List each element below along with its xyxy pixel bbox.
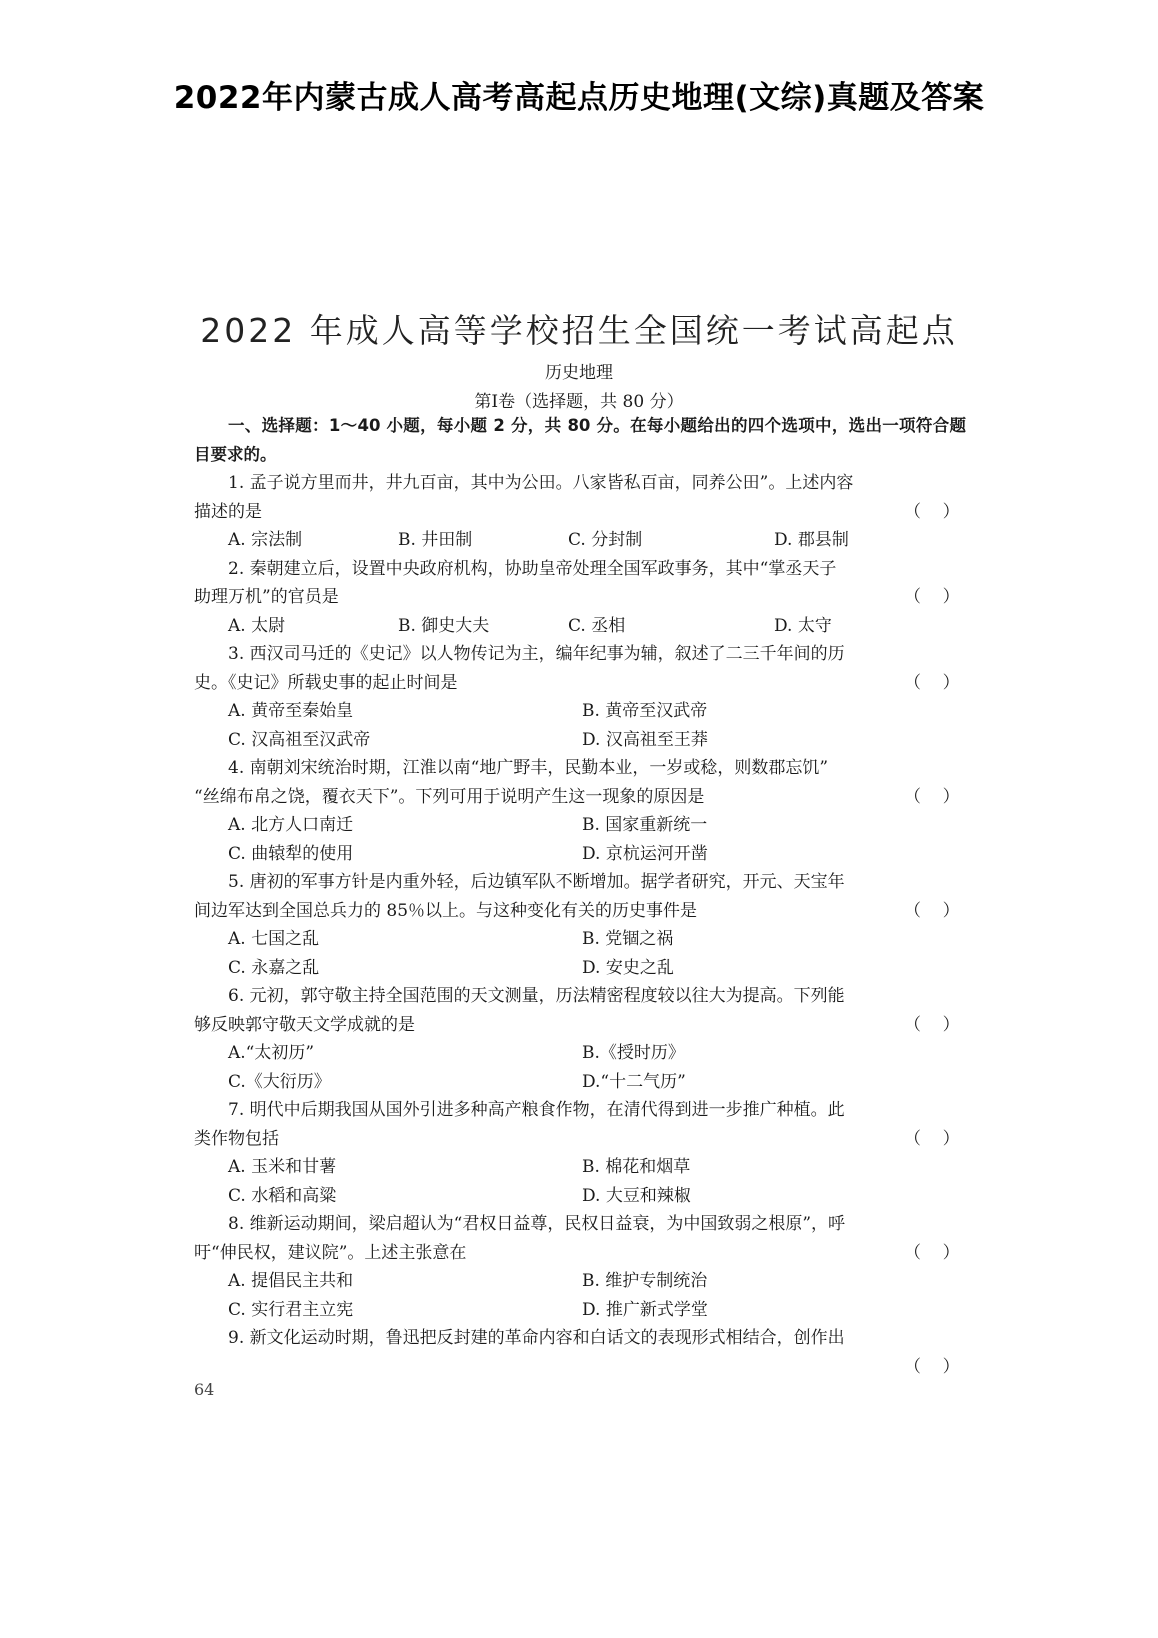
question-stem-tail: 史。《史记》所载史事的起止时间是 xyxy=(194,672,458,693)
answer-bracket: （ ） xyxy=(904,900,960,921)
question-stem: 4. 南朝刘宋统治时期，江淮以南“地广野丰，民勤本业，一岁或稔，则数郡忘饥” xyxy=(228,758,829,778)
options-grid xyxy=(194,925,966,982)
section-instruction: 一、选择题：1～40 小题，每小题 2 分，共 80 分。在每小题给出的四个选项中，选出一项符合题目要求的。 xyxy=(194,416,966,464)
question-stem: 7. 明代中后期我国从国外引进多种高产粮食作物，在清代得到进一步推广种植。此 xyxy=(228,1100,845,1120)
subject-label: 历史地理 xyxy=(545,363,613,383)
question-3 xyxy=(194,640,966,754)
question-7 xyxy=(194,1096,966,1210)
question-stem: 1. 孟子说方里而井，井九百亩，其中为公田。八家皆私百亩，同养公田”。上述内容 xyxy=(228,473,854,493)
exam-title: 2022 年成人高等学校招生全国统一考试高起点 xyxy=(200,311,958,350)
option-b: B. 国家重新统一 xyxy=(582,815,708,835)
option-c: C. 丞相 xyxy=(568,615,626,636)
options-grid xyxy=(194,1267,966,1324)
option-d: D. 太守 xyxy=(774,615,832,636)
question-stem: 9. 新文化运动时期，鲁迅把反封建的革命内容和白话文的表现形式相结合，创作出 xyxy=(228,1328,845,1348)
option-c: C. 分封制 xyxy=(568,530,643,550)
question-stem: 5. 唐初的军事方针是内重外轻，后边镇军队不断增加。据学者研究，开元、天宝年 xyxy=(228,872,845,892)
question-8 xyxy=(194,1210,966,1324)
question-stem-tail: 够反映郭守敬天文学成就的是 xyxy=(194,1014,415,1035)
answer-bracket: （ ） xyxy=(904,1242,960,1263)
question-stem: 2. 秦朝建立后，设置中央政府机构，协助皇帝处理全国军政事务，其中“掌丞天子 xyxy=(228,558,837,579)
options-grid xyxy=(194,1039,966,1096)
question-2 xyxy=(194,555,966,641)
option-a: A. 太尉 xyxy=(228,615,286,636)
options-row xyxy=(194,526,966,555)
answer-bracket: （ ） xyxy=(904,1128,960,1149)
option-d: D. 安史之乱 xyxy=(582,957,674,978)
option-b: B. 黄帝至汉武帝 xyxy=(582,701,708,721)
question-stem-tail: 吁“伸民权，建议院”。上述主张意在 xyxy=(194,1242,467,1263)
option-a: A. 黄帝至秦始皇 xyxy=(228,701,354,721)
question-stem-tail: 类作物包括 xyxy=(194,1128,279,1149)
option-d: D. 郡县制 xyxy=(774,530,849,550)
option-a: A.“太初历” xyxy=(228,1043,315,1063)
document-title: 2022年内蒙古成人高考高起点历史地理(文综)真题及答案 xyxy=(173,80,985,116)
options-grid xyxy=(194,1153,966,1210)
option-c: C. 实行君主立宪 xyxy=(228,1299,354,1320)
option-d: D.“十二气历” xyxy=(582,1071,686,1092)
options-grid xyxy=(194,811,966,868)
options-row xyxy=(194,612,966,641)
answer-bracket: （ ） xyxy=(904,786,960,807)
option-c: C.《大衍历》 xyxy=(228,1071,331,1092)
options-grid xyxy=(194,697,966,754)
question-6 xyxy=(194,982,966,1096)
question-5 xyxy=(194,868,966,982)
page-number: 64 xyxy=(194,1380,215,1399)
option-c: C. 曲辕犁的使用 xyxy=(228,843,354,864)
volume-label: 第Ⅰ卷（选择题，共 80 分） xyxy=(474,392,684,412)
option-d: D. 京杭运河开凿 xyxy=(582,843,708,864)
option-b: B. 党锢之祸 xyxy=(582,929,674,949)
option-b: B. 维护专制统治 xyxy=(582,1271,708,1291)
option-a: A. 提倡民主共和 xyxy=(228,1271,354,1291)
option-a: A. 七国之乱 xyxy=(228,929,320,949)
option-b: B. 棉花和烟草 xyxy=(582,1157,691,1177)
question-4 xyxy=(194,754,966,868)
option-d: D. 汉高祖至王莽 xyxy=(582,729,708,750)
answer-bracket: （ ） xyxy=(904,1014,960,1035)
question-stem: 6. 元初，郭守敬主持全国范围的天文测量，历法精密程度较以往大为提高。下列能 xyxy=(228,986,845,1006)
question-stem-tail: 描述的是 xyxy=(194,501,262,522)
option-a: A. 北方人口南迁 xyxy=(228,815,354,835)
question-stem-tail: 助理万机”的官员是 xyxy=(194,587,339,607)
option-d: D. 推广新式学堂 xyxy=(582,1299,708,1320)
option-c: C. 永嘉之乱 xyxy=(228,957,320,978)
question-stem: 8. 维新运动期间，梁启超认为“君权日益尊，民权日益衰，为中国致弱之根原”，呼 xyxy=(228,1214,846,1234)
answer-bracket: （ ） xyxy=(904,587,960,607)
option-d: D. 大豆和辣椒 xyxy=(582,1185,691,1206)
question-stem-tail: 间边军达到全国总兵力的 85％以上。与这种变化有关的历史事件是 xyxy=(194,900,698,921)
option-c: C. 汉高祖至汉武帝 xyxy=(228,729,371,750)
answer-bracket: （ ） xyxy=(904,1356,960,1377)
question-stem: 3. 西汉司马迁的《史记》以人物传记为主，编年纪事为辅，叙述了二三千年间的历 xyxy=(228,644,845,664)
question-1 xyxy=(194,469,966,555)
option-b: B. 御史大夫 xyxy=(398,615,490,636)
option-b: B. 井田制 xyxy=(398,530,473,550)
option-a: A. 宗法制 xyxy=(228,530,303,550)
answer-bracket: （ ） xyxy=(904,501,960,522)
option-b: B.《授时历》 xyxy=(582,1043,685,1063)
option-a: A. 玉米和甘薯 xyxy=(228,1157,337,1177)
question-stem-tail: “丝绵布帛之饶，覆衣天下”。下列可用于说明产生这一现象的原因是 xyxy=(194,786,705,807)
answer-bracket: （ ） xyxy=(904,672,960,693)
question-9 xyxy=(194,1324,966,1381)
exam-body xyxy=(194,412,966,1381)
option-c: C. 水稻和高粱 xyxy=(228,1185,337,1206)
